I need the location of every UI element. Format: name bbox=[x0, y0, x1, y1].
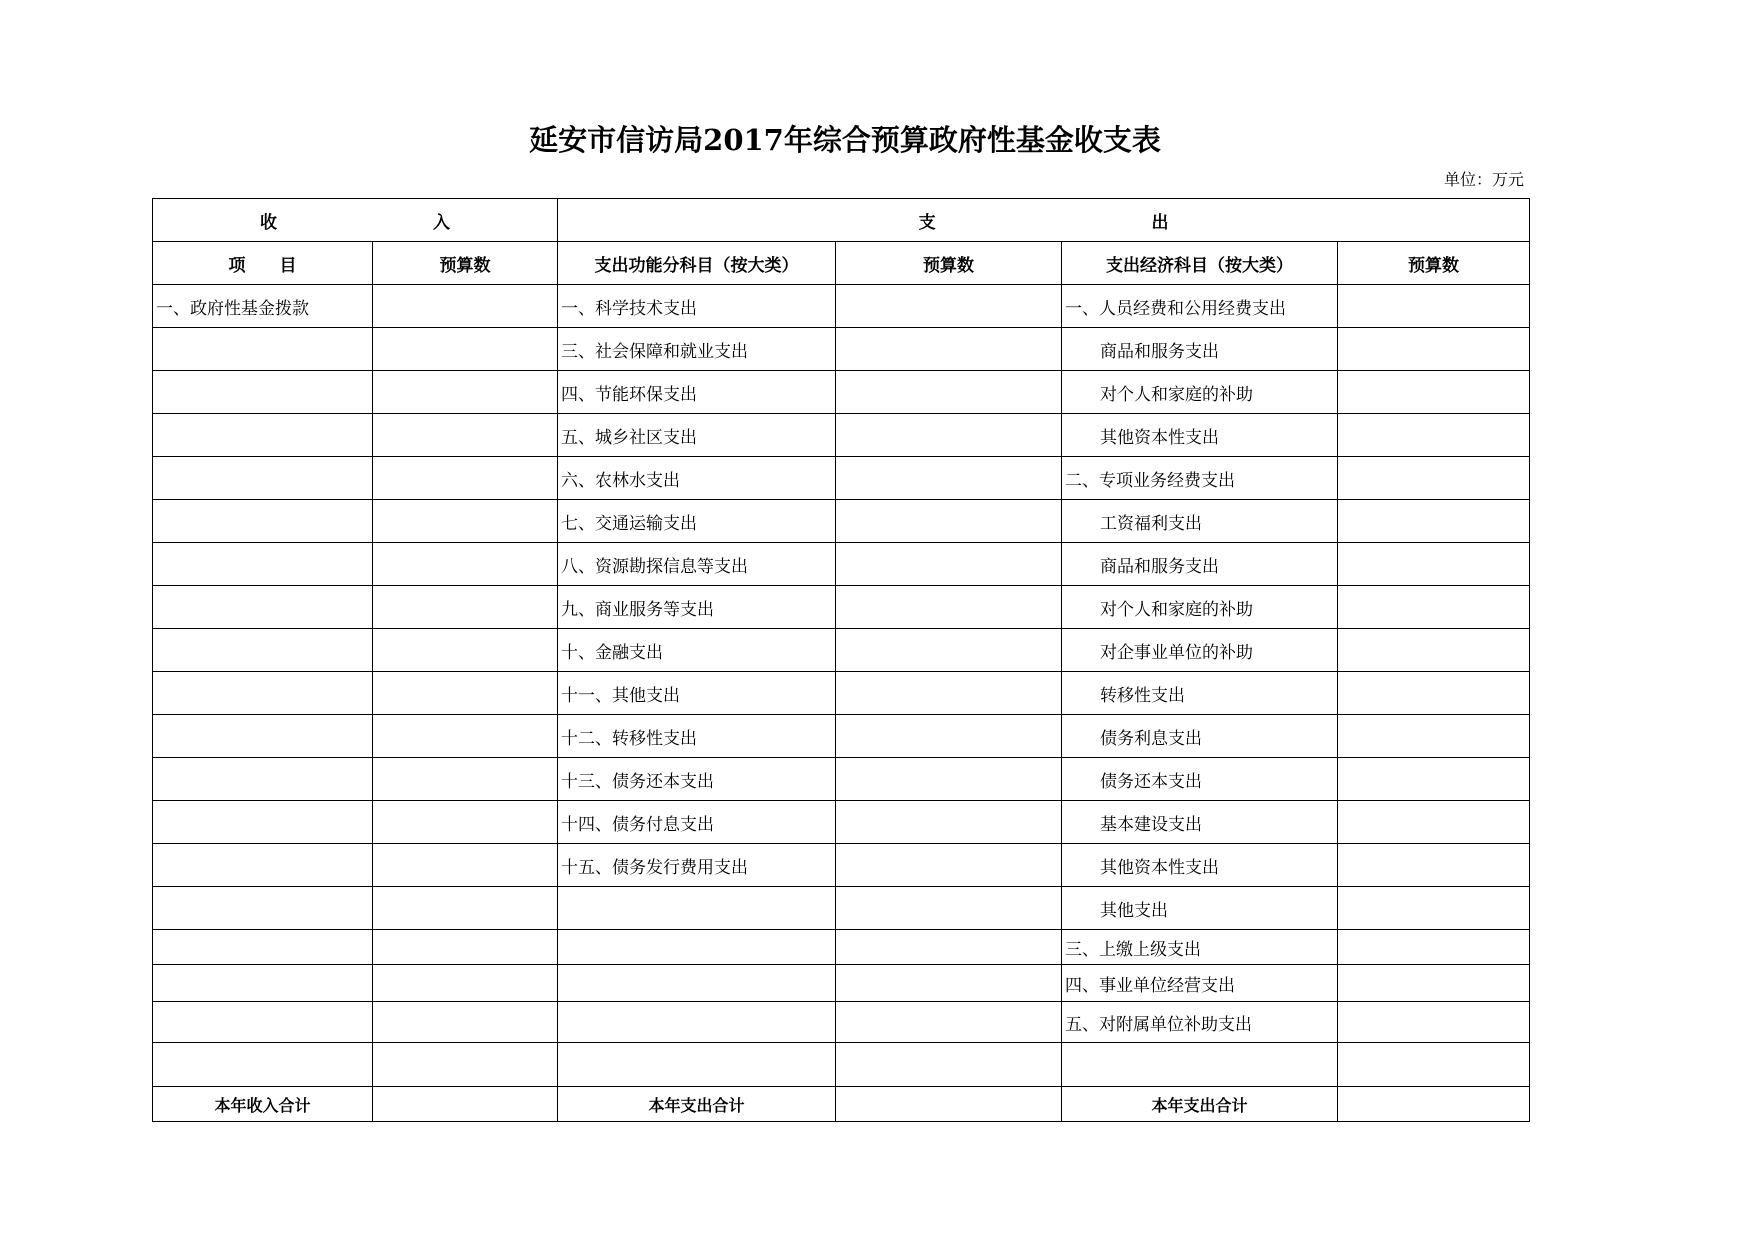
econ-budget-cell bbox=[1338, 500, 1530, 543]
income-budget-cell bbox=[373, 930, 558, 965]
income-item-cell: 一、政府性基金拨款 bbox=[153, 285, 373, 328]
income-budget-cell bbox=[373, 758, 558, 801]
func-total-label: 本年支出合计 bbox=[558, 1087, 836, 1122]
income-item-cell bbox=[153, 457, 373, 500]
econ-budget-cell bbox=[1338, 715, 1530, 758]
income-item-cell bbox=[153, 844, 373, 887]
econ-budget-cell bbox=[1338, 629, 1530, 672]
header-row-1 bbox=[153, 199, 1530, 242]
func-item-cell: 八、资源勘探信息等支出 bbox=[558, 543, 836, 586]
income-budget-cell bbox=[373, 965, 558, 1002]
econ-budget-cell bbox=[1338, 457, 1530, 500]
econ-item-header: 支出经济科目（按大类） bbox=[1062, 242, 1338, 285]
econ-budget-cell bbox=[1338, 371, 1530, 414]
income-budget-cell bbox=[373, 414, 558, 457]
table-row bbox=[153, 1002, 1530, 1043]
econ-item-cell: 转移性支出 bbox=[1062, 672, 1338, 715]
header-row-2 bbox=[153, 242, 1530, 285]
income-item-cell bbox=[153, 629, 373, 672]
econ-item-cell: 二、专项业务经费支出 bbox=[1062, 457, 1338, 500]
econ-item-cell: 商品和服务支出 bbox=[1062, 328, 1338, 371]
income-budget-cell bbox=[373, 715, 558, 758]
econ-budget-cell bbox=[1338, 887, 1530, 930]
func-item-cell: 十四、债务付息支出 bbox=[558, 801, 836, 844]
econ-budget-cell bbox=[1338, 285, 1530, 328]
income-item-cell bbox=[153, 500, 373, 543]
income-item-cell bbox=[153, 887, 373, 930]
unit-label: 单位：万元 bbox=[1443, 170, 1524, 189]
econ-budget-cell bbox=[1338, 414, 1530, 457]
func-item-cell: 十三、债务还本支出 bbox=[558, 758, 836, 801]
func-budget-cell bbox=[836, 758, 1062, 801]
income-budget-cell bbox=[373, 457, 558, 500]
econ-budget-cell bbox=[1338, 965, 1530, 1002]
econ-budget-cell bbox=[1338, 672, 1530, 715]
func-budget-cell bbox=[836, 1043, 1062, 1087]
income-item-cell bbox=[153, 715, 373, 758]
econ-budget-cell bbox=[1338, 1043, 1530, 1087]
func-budget-cell bbox=[836, 887, 1062, 930]
expense-section-header bbox=[558, 199, 1530, 242]
func-item-cell: 十、金融支出 bbox=[558, 629, 836, 672]
income-total-value bbox=[373, 1087, 558, 1122]
func-budget-cell bbox=[836, 328, 1062, 371]
econ-item-cell: 对个人和家庭的补助 bbox=[1062, 371, 1338, 414]
income-item-cell bbox=[153, 543, 373, 586]
econ-item-cell: 一、人员经费和公用经费支出 bbox=[1062, 285, 1338, 328]
income-budget-cell bbox=[373, 844, 558, 887]
func-item-cell bbox=[558, 965, 836, 1002]
table-row bbox=[153, 801, 1530, 844]
func-budget-cell bbox=[836, 543, 1062, 586]
econ-item-cell bbox=[1062, 1043, 1338, 1087]
table-row bbox=[153, 1043, 1530, 1087]
func-budget-cell bbox=[836, 629, 1062, 672]
table-row bbox=[153, 414, 1530, 457]
budget-table bbox=[152, 198, 1530, 1122]
table-row bbox=[153, 457, 1530, 500]
income-budget-header: 预算数 bbox=[373, 242, 558, 285]
table-row bbox=[153, 328, 1530, 371]
econ-budget-cell bbox=[1338, 1002, 1530, 1043]
func-budget-cell bbox=[836, 500, 1062, 543]
func-budget-cell bbox=[836, 844, 1062, 887]
econ-item-cell: 其他支出 bbox=[1062, 887, 1338, 930]
func-item-cell: 六、农林水支出 bbox=[558, 457, 836, 500]
func-budget-cell bbox=[836, 371, 1062, 414]
table-row bbox=[153, 543, 1530, 586]
income-item-cell bbox=[153, 586, 373, 629]
econ-budget-cell bbox=[1338, 930, 1530, 965]
func-item-cell: 十二、转移性支出 bbox=[558, 715, 836, 758]
func-item-cell: 七、交通运输支出 bbox=[558, 500, 836, 543]
econ-item-cell: 其他资本性支出 bbox=[1062, 844, 1338, 887]
income-item-cell bbox=[153, 1043, 373, 1087]
func-budget-cell bbox=[836, 586, 1062, 629]
econ-budget-cell bbox=[1338, 758, 1530, 801]
table-row bbox=[153, 715, 1530, 758]
income-item-cell bbox=[153, 801, 373, 844]
func-item-cell: 五、城乡社区支出 bbox=[558, 414, 836, 457]
econ-item-cell: 四、事业单位经营支出 bbox=[1062, 965, 1338, 1002]
table-row bbox=[153, 930, 1530, 965]
table-row bbox=[153, 371, 1530, 414]
func-item-cell: 四、节能环保支出 bbox=[558, 371, 836, 414]
income-item-cell bbox=[153, 930, 373, 965]
func-budget-cell bbox=[836, 414, 1062, 457]
econ-budget-cell bbox=[1338, 844, 1530, 887]
income-total-label: 本年收入合计 bbox=[153, 1087, 373, 1122]
econ-item-cell: 三、上缴上级支出 bbox=[1062, 930, 1338, 965]
func-budget-cell bbox=[836, 715, 1062, 758]
func-item-cell: 十一、其他支出 bbox=[558, 672, 836, 715]
func-item-cell: 九、商业服务等支出 bbox=[558, 586, 836, 629]
table-row bbox=[153, 887, 1530, 930]
econ-item-cell: 基本建设支出 bbox=[1062, 801, 1338, 844]
econ-item-cell: 工资福利支出 bbox=[1062, 500, 1338, 543]
func-item-cell: 三、社会保障和就业支出 bbox=[558, 328, 836, 371]
income-budget-cell bbox=[373, 543, 558, 586]
expense-header-label: 支 出 bbox=[918, 212, 1169, 233]
func-item-cell bbox=[558, 930, 836, 965]
econ-item-cell: 商品和服务支出 bbox=[1062, 543, 1338, 586]
income-item-cell bbox=[153, 328, 373, 371]
income-item-cell bbox=[153, 965, 373, 1002]
table-row bbox=[153, 758, 1530, 801]
income-item-cell bbox=[153, 758, 373, 801]
income-budget-cell bbox=[373, 328, 558, 371]
income-budget-cell bbox=[373, 285, 558, 328]
func-item-cell: 一、科学技术支出 bbox=[558, 285, 836, 328]
table-row bbox=[153, 285, 1530, 328]
income-item-cell bbox=[153, 371, 373, 414]
econ-item-cell: 五、对附属单位补助支出 bbox=[1062, 1002, 1338, 1043]
econ-budget-cell bbox=[1338, 543, 1530, 586]
econ-budget-cell bbox=[1338, 328, 1530, 371]
func-item-cell bbox=[558, 887, 836, 930]
income-budget-cell bbox=[373, 672, 558, 715]
func-item-cell bbox=[558, 1043, 836, 1087]
func-budget-cell bbox=[836, 1002, 1062, 1043]
table-row bbox=[153, 629, 1530, 672]
income-budget-cell bbox=[373, 500, 558, 543]
page-title: 延安市信访局2017年综合预算政府性基金收支表 bbox=[529, 123, 1161, 157]
income-item-cell bbox=[153, 1002, 373, 1043]
func-budget-cell bbox=[836, 965, 1062, 1002]
econ-item-cell: 债务利息支出 bbox=[1062, 715, 1338, 758]
income-budget-cell bbox=[373, 887, 558, 930]
func-budget-cell bbox=[836, 801, 1062, 844]
table-row bbox=[153, 965, 1530, 1002]
func-budget-cell bbox=[836, 672, 1062, 715]
income-budget-cell bbox=[373, 586, 558, 629]
income-item-cell bbox=[153, 672, 373, 715]
econ-item-cell: 债务还本支出 bbox=[1062, 758, 1338, 801]
econ-item-cell: 其他资本性支出 bbox=[1062, 414, 1338, 457]
econ-budget-header: 预算数 bbox=[1338, 242, 1530, 285]
func-item-cell: 十五、债务发行费用支出 bbox=[558, 844, 836, 887]
income-budget-cell bbox=[373, 1002, 558, 1043]
func-budget-header: 预算数 bbox=[836, 242, 1062, 285]
income-item-cell bbox=[153, 414, 373, 457]
econ-total-label: 本年支出合计 bbox=[1062, 1087, 1338, 1122]
func-budget-cell bbox=[836, 457, 1062, 500]
table-row bbox=[153, 672, 1530, 715]
econ-total-value bbox=[1338, 1087, 1530, 1122]
econ-budget-cell bbox=[1338, 586, 1530, 629]
income-header-label: 收 入 bbox=[260, 212, 450, 233]
func-budget-cell bbox=[836, 285, 1062, 328]
income-section-header bbox=[153, 199, 558, 242]
income-budget-cell bbox=[373, 1043, 558, 1087]
income-budget-cell bbox=[373, 371, 558, 414]
func-item-cell bbox=[558, 1002, 836, 1043]
income-item-header: 项 目 bbox=[153, 242, 373, 285]
table-row bbox=[153, 500, 1530, 543]
func-budget-cell bbox=[836, 930, 1062, 965]
econ-item-cell: 对个人和家庭的补助 bbox=[1062, 586, 1338, 629]
income-budget-cell bbox=[373, 629, 558, 672]
econ-budget-cell bbox=[1338, 801, 1530, 844]
func-item-header: 支出功能分科目（按大类） bbox=[558, 242, 836, 285]
income-budget-cell bbox=[373, 801, 558, 844]
func-total-value bbox=[836, 1087, 1062, 1122]
table-row bbox=[153, 586, 1530, 629]
econ-item-cell: 对企事业单位的补助 bbox=[1062, 629, 1338, 672]
table-row bbox=[153, 844, 1530, 887]
totals-row bbox=[153, 1087, 1530, 1122]
